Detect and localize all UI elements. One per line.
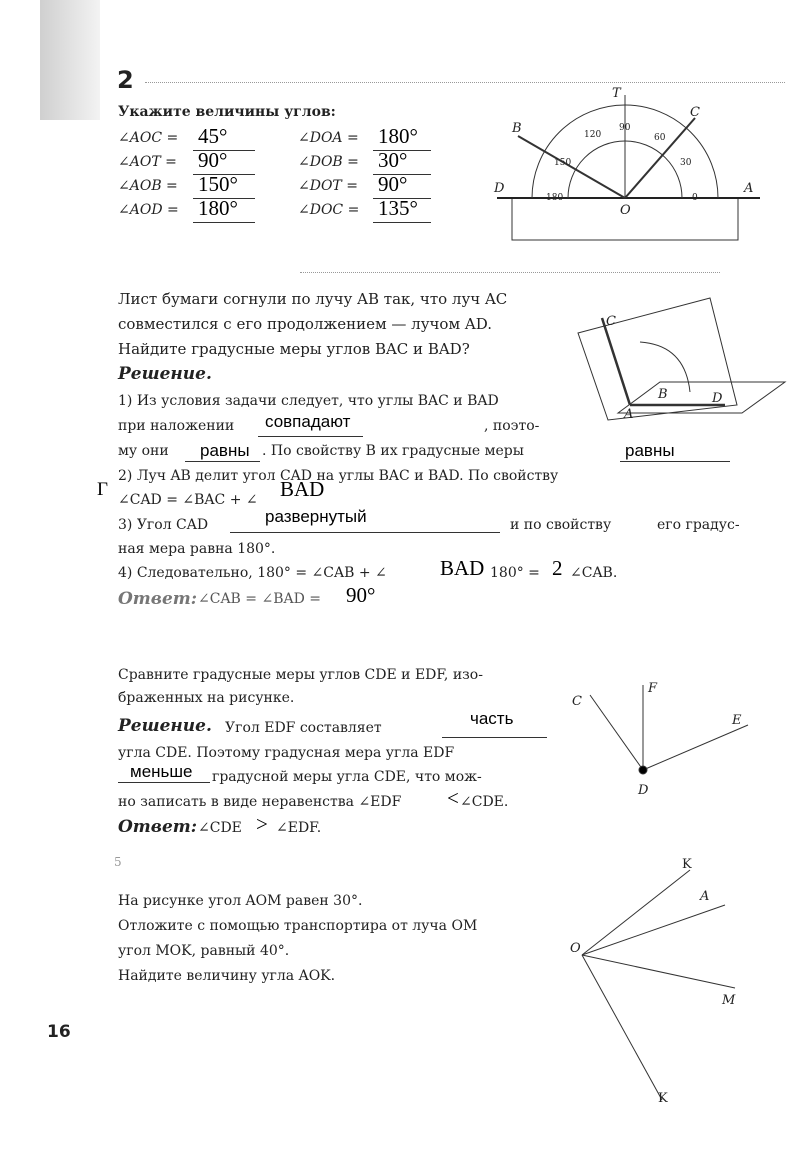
answer-text: ∠CDE xyxy=(198,820,242,836)
angle-label: ∠DOT = xyxy=(298,178,358,194)
answer-fill: совпадают xyxy=(265,412,351,431)
protractor-label-c: C xyxy=(690,105,700,120)
divider xyxy=(300,272,720,273)
angle-label: ∠DOC = xyxy=(298,202,360,218)
answer-label: Ответ: xyxy=(118,817,198,837)
protractor-label-a: A xyxy=(744,181,754,196)
task5-text: Найдите величину угла AOK. xyxy=(118,968,336,984)
margin-mark: Г xyxy=(97,479,108,500)
angle-value: 45° xyxy=(198,124,228,148)
answer-fill: BAD xyxy=(280,477,325,501)
fig-label-a: A xyxy=(700,889,710,904)
fig-label-b: B xyxy=(658,387,668,402)
angle-value: 90° xyxy=(378,172,408,196)
tick-60: 60 xyxy=(654,133,666,143)
task5-text: угол MOK, равный 40°. xyxy=(118,943,290,959)
angle-value: 90° xyxy=(198,148,228,172)
angle-value: 180° xyxy=(198,196,238,220)
protractor-label-d: D xyxy=(494,181,505,196)
fig-label-c: C xyxy=(606,314,616,329)
folded-paper-figure xyxy=(578,298,785,422)
task3-text: Лист бумаги согнули по лучу AB так, что луч AC xyxy=(118,290,508,308)
tick-90: 90 xyxy=(619,123,631,133)
task3-text: совместился с его продолжением — лучом AD. xyxy=(118,315,492,333)
solution-text: му они xyxy=(118,443,169,459)
angle-label: ∠AOB = xyxy=(118,178,178,194)
tick-120: 120 xyxy=(584,130,602,140)
answer-fill: развернутый xyxy=(265,507,367,526)
tick-180: 180 xyxy=(546,193,564,203)
answer-text: ∠CAB = ∠BAD = xyxy=(198,591,322,607)
solution-text: и по свойству xyxy=(510,517,612,533)
solution-text: ∠CAB. xyxy=(570,565,618,581)
solution-text: , поэто- xyxy=(484,418,540,434)
protractor-label-t: T xyxy=(612,86,621,101)
angle-aom-figure xyxy=(570,857,736,1106)
tick-30: 30 xyxy=(680,158,692,168)
angles-cde-figure xyxy=(572,681,748,798)
tick-0: 0 xyxy=(692,193,698,203)
solution-text: ∠CDE. xyxy=(460,794,509,810)
page-number: 16 xyxy=(47,1022,71,1042)
solution-text: Угол EDF составляет xyxy=(225,720,382,736)
solution-text: . По свойству В их градусные меры xyxy=(262,443,524,459)
answer-fill: > xyxy=(256,812,268,836)
angle-label: ∠DOB = xyxy=(298,154,359,170)
solution-text: градусной меры угла CDE, что мож- xyxy=(212,769,482,785)
angle-value: 30° xyxy=(378,148,408,172)
answer-fill: < xyxy=(447,786,459,810)
solution-text: его градус- xyxy=(657,517,740,533)
fig-label-m: M xyxy=(722,993,736,1008)
angle-label: ∠AOD = xyxy=(118,202,179,218)
angle-label: ∠DOA = xyxy=(298,130,359,146)
fig-label-k-top: K xyxy=(682,857,692,872)
answer-fill: меньше xyxy=(130,762,193,781)
tick-150: 150 xyxy=(554,158,572,168)
task4-text: браженных на рисунке. xyxy=(118,690,295,706)
protractor-label-o: O xyxy=(620,203,631,218)
answer-fill: 90° xyxy=(346,583,376,607)
solution-text: при наложении xyxy=(118,418,235,434)
solution-text: но записать в виде неравенства ∠EDF xyxy=(118,794,402,810)
fig-label-c: C xyxy=(572,694,582,709)
protractor-figure xyxy=(493,86,760,240)
fig-label-d: D xyxy=(638,783,649,798)
solution-text: ная мера равна 180°. xyxy=(118,541,276,557)
task4-text: Сравните градусные меры углов CDE и EDF, изо- xyxy=(118,667,483,683)
angle-label: ∠AOC = xyxy=(118,130,179,146)
answer-fill: BAD xyxy=(440,556,485,580)
task5-text: На рисунке угол AOM равен 30°. xyxy=(118,893,363,909)
answer-fill: часть xyxy=(470,709,514,728)
answer-label: Ответ: xyxy=(118,589,198,609)
task-number: 5 xyxy=(114,855,122,869)
solution-label: Решение. xyxy=(118,364,212,384)
solution-text: 180° = xyxy=(490,565,540,581)
fig-label-k-bottom: K xyxy=(658,1091,668,1106)
task-prompt: Укажите величины углов: xyxy=(118,104,336,120)
fig-label-d: D xyxy=(712,391,723,406)
solution-text: 3) Угол CAD xyxy=(118,517,209,533)
solution-text: угла CDE. Поэтому градусная мера угла EDF xyxy=(118,745,455,761)
task3-text: Найдите градусные меры углов BAC и BAD? xyxy=(118,340,470,358)
answer-fill: равны xyxy=(625,441,675,460)
fig-label-f: F xyxy=(648,681,658,696)
angle-label: ∠AOT = xyxy=(118,154,177,170)
fig-label-e: E xyxy=(732,713,742,728)
answer-fill: равны xyxy=(200,441,250,460)
angle-value: 180° xyxy=(378,124,418,148)
angle-value: 135° xyxy=(378,196,418,220)
solution-text: 1) Из условия задачи следует, что углы BAC и BAD xyxy=(118,393,499,409)
fig-label-a: A xyxy=(624,407,634,422)
task5-text: Отложите с помощью транспортира от луча OM xyxy=(118,918,478,934)
solution-text: ∠CAD = ∠BAC + ∠ xyxy=(118,492,258,508)
fig-label-o: O xyxy=(570,941,581,956)
angle-value: 150° xyxy=(198,172,238,196)
solution-label: Решение. xyxy=(118,716,212,736)
answer-text: ∠EDF. xyxy=(276,820,322,836)
answer-fill: 2 xyxy=(552,556,563,580)
solution-text: 2) Луч AB делит угол CAD на углы BAC и BAD. По свойству xyxy=(118,468,559,484)
protractor-label-b: B xyxy=(512,121,522,136)
solution-text: 4) Следовательно, 180° = ∠CAB + ∠ xyxy=(118,565,387,581)
task-number: 2 xyxy=(117,66,134,94)
